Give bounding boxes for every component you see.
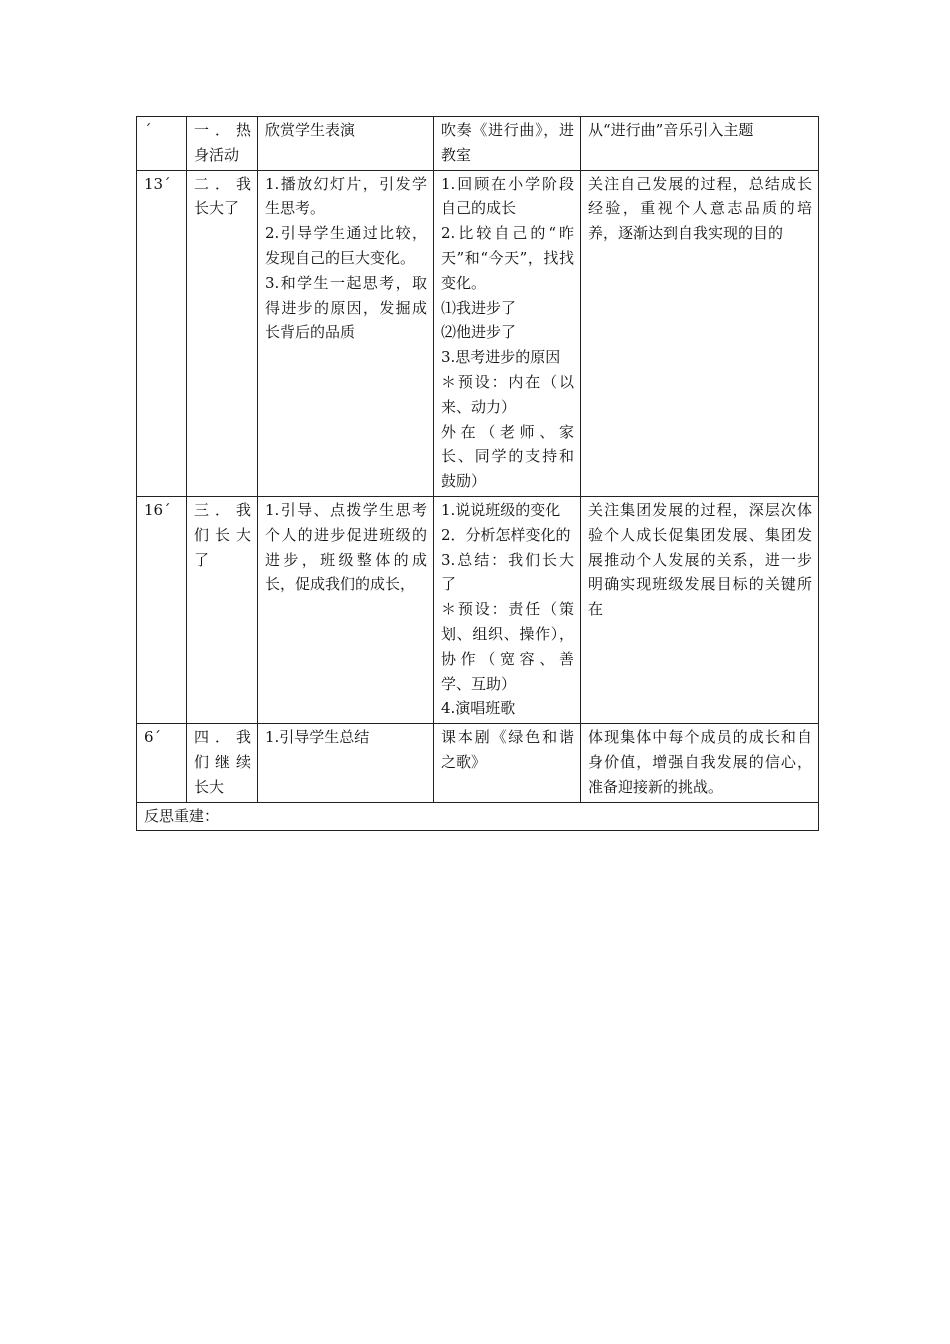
design-intent-cell: 体现集体中每个成员的成长和自身价值，增强自我发展的信心，准备迎接新的挑战。 [581, 724, 819, 802]
teacher-activity-cell [258, 117, 434, 171]
design-intent-cell: 关注自己发展的过程，总结成长经验，重视个人意志品质的培养，逐渐达到自我实现的目的 [581, 170, 819, 496]
student-activity-cell [434, 724, 581, 802]
reflection-row [137, 802, 819, 831]
student-activity-cell [434, 117, 581, 171]
student-activity-line: 课本剧《绿色和谐之歌》 [441, 728, 574, 771]
teacher-activity-cell [258, 724, 434, 802]
student-activity-line: 外在（老师、家长、同学的支持和鼓励） [441, 422, 574, 491]
student-activity-line: 4.演唱班歌 [441, 699, 516, 718]
table-row [137, 724, 819, 802]
time-cell: ´ [137, 117, 187, 171]
student-activity-cell [434, 170, 581, 496]
stage-cell: 一．热身活动 [187, 117, 258, 171]
table-row [137, 496, 819, 723]
student-activity-line: 2．分析怎样变化的 [441, 525, 571, 544]
student-activity-line: 2.比较自己的“昨天”和“今天”，找找变化。 [441, 224, 574, 292]
student-activity-line: ⑴我进步了 [441, 298, 517, 317]
student-activity-line: ⑵他进步了 [441, 323, 517, 342]
table-row [137, 117, 819, 171]
teacher-activity-line: 3.和学生一起思考，取得进步的原因，发掘成长背后的品质 [265, 273, 427, 342]
design-intent-cell: 从“进行曲”音乐引入主题 [581, 117, 819, 171]
design-intent-cell: 关注集团发展的过程，深层次体验个人成长促集团发展、集团发展推动个人发展的关系，进一步明确实现班级发展目标的关键所在 [581, 496, 819, 723]
student-activity-cell [434, 496, 581, 723]
student-activity-line: 1.回顾在小学阶段自己的成长 [441, 174, 574, 218]
student-activity-line: 1.说说班级的变化 [441, 500, 561, 519]
teacher-activity-cell [258, 496, 434, 723]
stage-cell: 二．我长大了 [187, 170, 258, 496]
lesson-plan-table [136, 116, 819, 831]
teacher-activity-line: 1.播放幻灯片，引发学生思考。 [265, 174, 427, 218]
time-cell: 16´ [137, 496, 187, 723]
student-activity-line: ＊预设：内在（以来、动力） [441, 372, 574, 416]
reflection-cell: 反思重建： [137, 802, 819, 831]
time-cell: 13´ [137, 170, 187, 496]
student-activity-line: 吹奏《进行曲》，进教室 [441, 121, 574, 164]
time-cell: 6´ [137, 724, 187, 802]
stage-cell: 四．我们继续长大 [187, 724, 258, 802]
teacher-activity-line: 1.引导学生总结 [265, 728, 370, 747]
student-activity-line: ＊预设：责任（策划、组织、操作），协作（宽容、善学、互助） [441, 600, 574, 693]
stage-cell: 三．我们长大了 [187, 496, 258, 723]
teacher-activity-line: 欣赏学生表演 [265, 121, 356, 139]
teacher-activity-line: 1.引导、点拨学生思考个人的进步促进班级的进步，班级整体的成长，促成我们的成长， [265, 500, 427, 594]
teacher-activity-cell [258, 170, 434, 496]
teacher-activity-line: 2.引导学生通过比较，发现自己的巨大变化。 [265, 224, 427, 267]
table-row [137, 170, 819, 496]
student-activity-line: 3.总结：我们长大了 [441, 550, 574, 594]
student-activity-line: 3.思考进步的原因 [441, 348, 561, 367]
